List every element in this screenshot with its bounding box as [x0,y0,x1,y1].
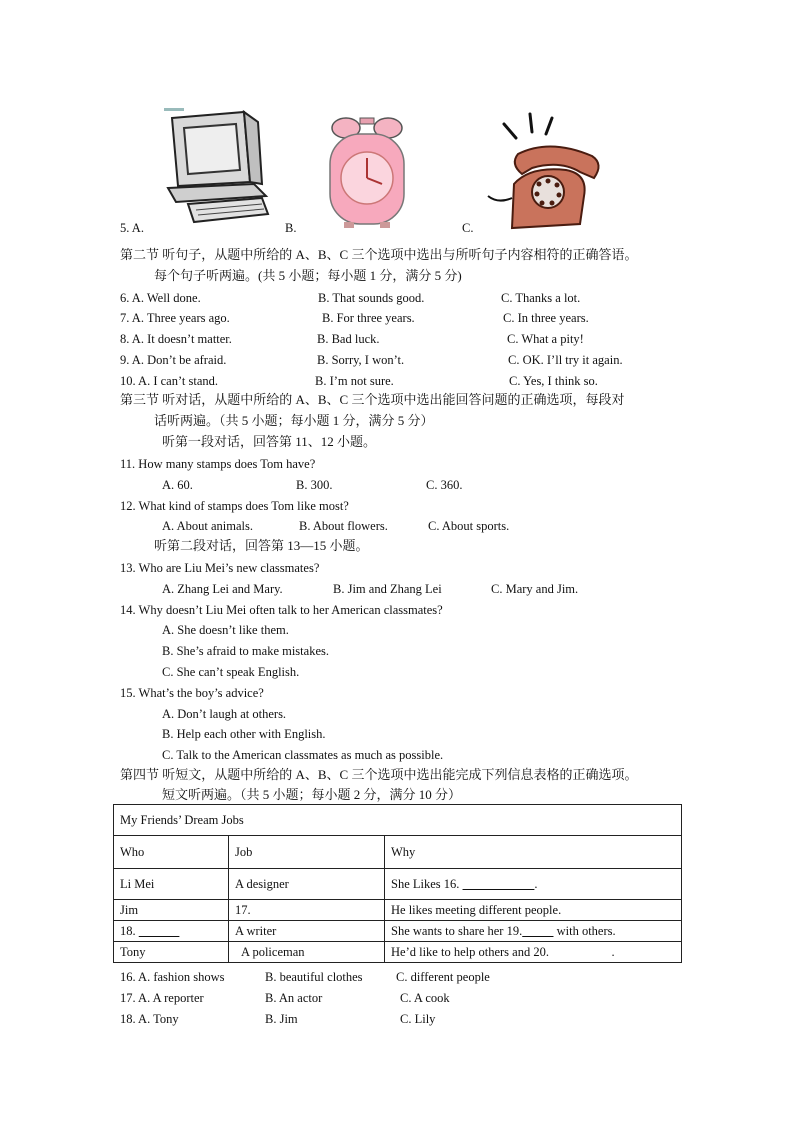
q15-question: 15. What’s the boy’s advice? [120,686,264,700]
q11-option-a: A. 60. [162,478,193,492]
q10-option-c: C. Yes, I think so. [509,374,598,388]
q5-option-a-label: 5. A. [120,221,144,235]
q7-option-b: B. For three years. [322,311,415,325]
q14-option-c: C. She can’t speak English. [162,665,300,679]
q17-option-c: C. A cook [400,991,450,1005]
q18-option-a: 18. A. Tony [120,1012,179,1026]
q17-option-b: B. An actor [265,991,323,1005]
cell-who: Jim [114,900,229,921]
q12-option-b: B. About flowers. [299,519,388,533]
table-title: My Friends’ Dream Jobs [114,805,682,836]
q16-option-a: 16. A. fashion shows [120,970,225,984]
answer-blank-20[interactable] [549,945,612,959]
cell-why [385,921,682,942]
answer-blank-18[interactable] [139,924,180,938]
section2-subtitle: 每个句子听两遍。(共 5 小题；每小题 1 分，满分 5 分) [154,268,462,283]
q11-option-c: C. 360. [426,478,463,492]
cell-why: She Likes 16. . [385,869,682,900]
q13-option-c: C. Mary and Jim. [491,582,579,596]
cell-job: A designer [229,869,385,900]
section3-subtitle: 话听两遍。（共 5 小题；每小题 1 分，满分 5 分） [154,413,434,428]
q6-option-a: 6. A. Well done. [120,291,201,305]
q5-option-b-label: B. [285,221,297,235]
q9-option-b: B. Sorry, I won’t. [317,353,405,367]
q13-option-a: A. Zhang Lei and Mary. [162,582,283,596]
cell-who [114,921,229,942]
q14-question: 14. Why doesn’t Liu Mei often talk to her American classmates? [120,603,443,617]
q18-option-c: C. Lily [400,1012,436,1026]
q12-option-a: A. About animals. [162,519,253,533]
q17-option-a: 17. A. A reporter [120,991,204,1005]
q12-option-c: C. About sports. [428,519,510,533]
q12-question: 12. What kind of stamps does Tom like most? [120,499,349,513]
cell-why: He’d like to help others and 20. . [385,942,682,963]
q8-option-b: B. Bad luck. [317,332,380,346]
cell-job: 17. [229,900,385,921]
section2-title: 第二节 听句子，从题中所给的 A、B、C 三个选项中选出与所听句子内容相符的正确答语。 [120,247,638,262]
section4-title: 第四节 听短文，从题中所给的 A、B、C 三个选项中选出能完成下列信息表格的正确选项。 [120,767,638,782]
dialogue1-instruction: 听第一段对话，回答第 11、12 小题。 [162,434,377,449]
cell-why-text: He’d like to help others and 20. [391,944,549,959]
q7-option-c: C. In three years. [503,311,589,325]
q11-option-b: B. 300. [296,478,333,492]
header-why: Why [385,836,682,869]
section3-title: 第三节 听对话，从题中所给的 A、B、C 三个选项中选出能回答问题的正确选项，每段对 [120,392,625,407]
q14-option-b: B. She’s afraid to make mistakes. [162,644,329,658]
q13-option-b: B. Jim and Zhang Lei [333,582,442,596]
table-row [114,921,682,942]
answer-blank-19[interactable] [522,924,553,938]
q9-option-c: C. OK. I’ll try it again. [508,353,623,367]
q8-option-a: 8. A. It doesn’t matter. [120,332,232,346]
q14-option-a: A. She doesn’t like them. [162,623,289,637]
q7-option-a: 7. A. Three years ago. [120,311,230,325]
cell-why-text: She Likes 16. [391,876,463,891]
q15-option-a: A. Don’t laugh at others. [162,707,287,721]
q16-option-c: C. different people [396,970,490,984]
q16-option-b: B. beautiful clothes [265,970,363,984]
table-row [114,900,682,921]
cell-why: He likes meeting different people. [385,900,682,921]
table-row [114,942,682,963]
computer-icon [158,104,270,224]
q10-option-a: 10. A. I can’t stand. [120,374,219,388]
telephone-icon [480,112,606,234]
q8-option-c: C. What a pity! [507,332,584,346]
cell-who: Li Mei [114,869,229,900]
q18-option-b: B. Jim [265,1012,298,1026]
q9-option-a: 9. A. Don’t be afraid. [120,353,227,367]
header-job: Job [229,836,385,869]
cell-job: A policeman [229,942,385,963]
cell-who-text: 18. [120,923,139,938]
q13-question: 13. Who are Liu Mei’s new classmates? [120,561,320,575]
q6-option-b: B. That sounds good. [318,291,425,305]
cell-why-text-b: with others. [553,923,616,938]
cell-job: A writer [229,921,385,942]
q5-option-c-label: C. [462,221,474,235]
header-who: Who [114,836,229,869]
q15-option-c: C. Talk to the American classmates as much as possible. [162,748,444,762]
section4-subtitle: 短文听两遍。（共 5 小题；每小题 2 分，满分 10 分） [162,787,462,802]
cell-why-text-a: She wants to share her 19. [391,923,523,938]
q10-option-b: B. I’m not sure. [315,374,394,388]
answer-blank-16[interactable] [463,877,535,891]
q11-question: 11. How many stamps does Tom have? [120,457,316,471]
table-row [114,869,682,900]
alarm-clock-icon [322,114,412,232]
dialogue2-instruction: 听第二段对话，回答第 13—15 小题。 [154,538,369,553]
dream-jobs-table [113,804,682,963]
q15-option-b: B. Help each other with English. [162,727,326,741]
cell-who: Tony [114,942,229,963]
q6-option-c: C. Thanks a lot. [501,291,581,305]
